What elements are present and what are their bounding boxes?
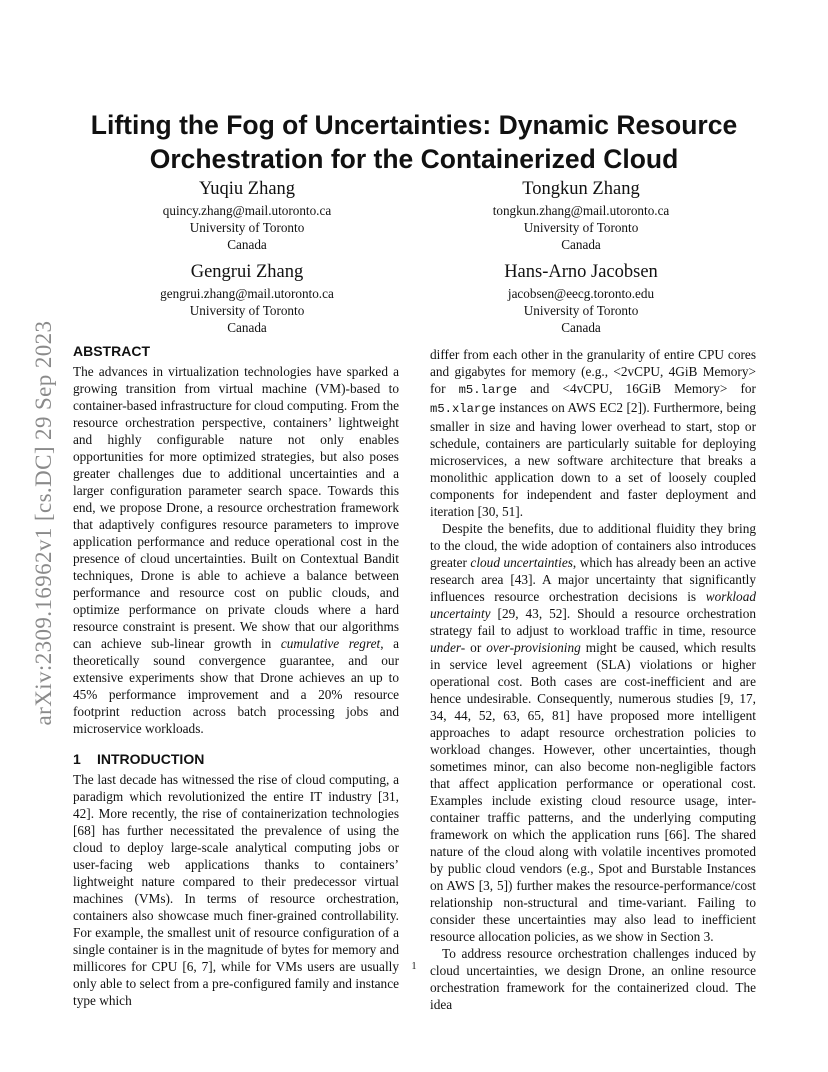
author-block-3	[117, 261, 377, 336]
author-name: Hans-Arno Jacobsen	[504, 262, 658, 282]
author-email: quincy.zhang@mail.utoronto.ca	[162, 203, 332, 218]
text-run: [29, 43, 52]. Should a resource orchestration strategy fail to adjust to workload traffic in time, resource	[430, 606, 756, 638]
intro-paragraph-1-continued	[430, 346, 756, 520]
section-number: 1	[73, 751, 81, 767]
page-number: 1	[411, 961, 417, 972]
author-affiliation: University of Toronto	[189, 220, 305, 235]
emphasis: workload uncertainty	[430, 589, 756, 621]
instance-type-code: m5.xlarge	[430, 402, 496, 416]
abstract-emphasis: cumulative regret	[280, 636, 381, 651]
author-block-4	[451, 261, 711, 336]
author-name: Tongkun Zhang	[522, 179, 640, 199]
intro-paragraph-3: To address resource orchestration challenges induced by cloud uncertainties, we design Drone, an online resource orchestration framework for the containerized cloud. The idea	[430, 946, 756, 1012]
text-run: and <4vCPU, 16GiB Memory> for	[517, 381, 756, 396]
emphasis: under-	[430, 640, 466, 655]
text-run: might be caused, which results in service level agreement (SLA) violations or higher operational cost. Both cases are cost-inefficient and are hence undesirable. Consequently, numerous studies [9, 17, 34, 44, 52, 63, 65, 81] have proposed more intelligent approaches to adapt resource orchestration policies to workload changes. However, other uncertainties, though sometimes minor, can also become non-negligible factors that affect application performance or operational cost. Examples include existing cloud resource usage, inter-container traffic patterns, and the underlying computing framework on which the application runs [66]. The shared nature of the cloud along with volatile incentives promoted by public cloud vendors (e.g., Spot and Burstable Instances on AWS [3, 5]) further makes the resource-performance/cost relationship non-structural and time-variant. Failing to consider these uncertainties may also lead to inefficient resource allocation policies, as we show in Section 3.	[430, 640, 756, 944]
author-affiliation: University of Toronto	[189, 303, 305, 318]
author-country: Canada	[227, 237, 267, 252]
abstract-heading: ABSTRACT	[73, 343, 150, 359]
section-title: INTRODUCTION	[97, 751, 205, 767]
right-column	[430, 346, 756, 1013]
author-name: Gengrui Zhang	[190, 262, 304, 282]
text-run: instances on AWS EC2 [2]). Furthermore, being smaller in size and having lower overhead to start, stop or schedule, containers are particularly suitable for deploying microservices, a new software architecture that breaks a monolithic application down to a set of loosely coupled components for independent and faster deployment and iteration [30, 51].	[430, 400, 756, 519]
intro-paragraph-1: The last decade has witnessed the rise of cloud computing, a paradigm which revolutionized the entire IT industry [31, 42]. More recently, the rise of containerization technologies [68] has further necessitated the prevalence of using the cloud to deploy large-scale analytical computing jobs or user-facing web applications thanks to containers’ lightweight nature compared to their predecessor virtual machines (VMs). In terms of resource orchestration, containers also showcase much finer-grained controllability. For example, the smallest unit of resource configuration of a single container is in the magnitude of bytes for memory and millicores for CPU [6, 7], while for VMs users are usually only able to select from a pre-configured family and instance type which	[73, 772, 399, 1008]
arxiv-identifier	[24, 288, 64, 758]
abstract-text-2: , a theoretically sound convergence guarantee, and our extensive experiments show that Drone achieves an up to 45% performance improvement and a 20% resource footprint reduction across batch processing jobs and microservice workloads.	[73, 636, 399, 736]
left-column	[73, 342, 399, 1009]
author-block-2	[451, 178, 711, 253]
text-run: differ from each other in the granularity of entire CPU cores and gigabytes for memory (e.g., <2vCPU, 4GiB Memory> for	[430, 347, 756, 396]
author-country: Canada	[561, 237, 601, 252]
instance-type-code: m5.large	[458, 383, 518, 397]
paper-title-line-2: Orchestration for the Containerized Cloud	[149, 144, 679, 174]
emphasis: cloud uncertainties	[470, 555, 573, 570]
author-affiliation: University of Toronto	[523, 303, 639, 318]
paper-title	[60, 108, 768, 176]
text-run: or	[465, 640, 487, 655]
author-email: tongkun.zhang@mail.utoronto.ca	[492, 203, 670, 218]
author-country: Canada	[561, 320, 601, 335]
author-name: Yuqiu Zhang	[198, 179, 296, 199]
section-heading-introduction	[73, 750, 399, 768]
abstract-paragraph	[73, 363, 399, 737]
text-run: , which has already been an active research area [43]. A major uncertainty that significantly influences resource orchestration decisions is	[430, 555, 757, 604]
author-block-1	[117, 178, 377, 253]
paper-title-line-1: Lifting the Fog of Uncertainties: Dynamic Resource	[90, 110, 738, 140]
emphasis: over-provisioning	[486, 640, 581, 655]
author-email: jacobsen@eecg.toronto.edu	[507, 286, 655, 301]
abstract-text-1: The advances in virtualization technologies have sparked a growing transition from virtual machine (VM)-based to container-based infrastructure for cloud computing. From the resource orchestration perspective, containers’ lightweight and highly configurable nature not only enables opportunities for more optimized strategies, but also poses greater challenges due to additional uncertainties and a larger configuration parameter search space. Towards this end, we propose Drone, a resource orchestration framework that adaptively configures resource parameters to improve application performance and reduce operational cost in the presence of cloud uncertainties. Built on Contextual Bandit techniques, Drone is able to achieve a balance between performance and resource cost on public clouds, and optimize performance on private clouds where a hard resource constraint is present. We show that our algorithms can achieve sub-linear growth in	[73, 364, 399, 651]
author-country: Canada	[227, 320, 267, 335]
arxiv-identifier-text: arXiv:2309.16962v1 [cs.DC] 29 Sep 2023	[31, 320, 56, 726]
text-run: Despite the benefits, due to additional fluidity they bring to the cloud, the wide adoption of containers also introduces greater	[430, 521, 756, 570]
author-email: gengrui.zhang@mail.utoronto.ca	[160, 286, 334, 301]
author-affiliation: University of Toronto	[523, 220, 639, 235]
intro-paragraph-2	[430, 520, 756, 945]
